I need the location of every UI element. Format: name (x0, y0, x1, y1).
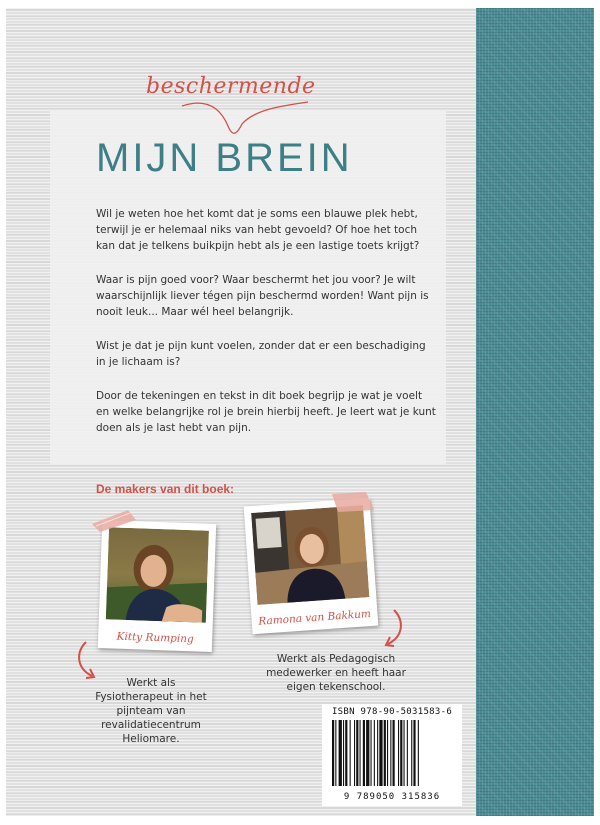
barcode-bar (407, 720, 408, 786)
curved-arrow-icon (378, 608, 406, 652)
barcode-bar (413, 720, 415, 786)
isbn-label: ISBN 978-90-5031583-6 (331, 707, 453, 717)
barcode-bar (387, 720, 388, 786)
author-name-kitty: Kitty Rumping (116, 630, 194, 646)
barcode-bar (363, 720, 365, 786)
author-bio-ramona: Werkt als Pedagogisch medewerker en heeft haar eigen tekenschool. (266, 653, 406, 693)
blurb-paragraph: Wil je weten hoe het komt dat je soms een blauwe plek hebt, terwijl je er helemaal niks van hebt gevoeld? Of hoe het toch kan dat je telkens buikpijn hebt als je een lastige toets krijgt? (96, 208, 420, 252)
author-photo-kitty (106, 527, 209, 622)
author-name-ramona: Ramona van Bakkum (257, 607, 372, 628)
blurb-text (96, 206, 436, 454)
barcode-bar (400, 720, 402, 786)
barcode (322, 704, 462, 806)
blurb-paragraph: Waar is pijn goed voor? Waar beschermt het jou voor? Je wilt waarschijnlijk liever tégen pijn beschermd worden! Want pijn is nooit leuk... Maar wél heel belangrijk. (96, 274, 429, 318)
author-polaroid-ramona (244, 498, 379, 634)
barcode-bar (354, 720, 355, 786)
makers-heading: De makers van dit boek: (96, 482, 235, 496)
barcode-bar (366, 720, 369, 786)
barcode-bar (335, 720, 336, 786)
barcode-bar (390, 720, 391, 786)
barcode-bar (371, 720, 372, 786)
barcode-bars (332, 720, 452, 786)
barcode-bar (339, 720, 342, 786)
barcode-bar (360, 720, 361, 786)
barcode-bar (332, 720, 334, 786)
barcode-bar (384, 720, 386, 786)
barcode-bar (356, 720, 358, 786)
barcode-bar (374, 720, 375, 786)
barcode-bar (418, 720, 419, 786)
tape-decoration (330, 490, 376, 514)
blurb-paragraph: Wist je dat je pijn kunt voelen, zonder dat er een beschadiging in je lichaam is? (96, 340, 426, 368)
book-title: MIJN BREIN (96, 136, 353, 180)
blurb-paragraph: Door de tekeningen en tekst in dit boek begrijp je wat je voelt en welke belangrijke rol je brein hierbij heeft. Je leert wat je kunt doen als je last hebt van pijn. (96, 390, 436, 434)
author-bio-kitty: Werkt als Fysiotherapeut in het pijnteam van revalidatiecentrum Heliomare. (95, 677, 207, 745)
barcode-bar (404, 720, 405, 786)
tape-decoration (90, 508, 138, 534)
barcode-bar (345, 720, 347, 786)
barcode-bar (377, 720, 378, 786)
author-photo-ramona (251, 505, 369, 605)
barcode-bar (343, 720, 344, 786)
barcode-bar (350, 720, 351, 786)
barcode-bar (393, 720, 395, 786)
book-subtitle: beschermende (146, 74, 316, 99)
barcode-digits: 9 789050 315836 (343, 792, 441, 802)
book-spine (476, 8, 594, 816)
author-polaroid-kitty (98, 520, 216, 652)
barcode-bar (411, 720, 412, 786)
barcode-bar (379, 720, 382, 786)
barcode-bar (398, 720, 399, 786)
